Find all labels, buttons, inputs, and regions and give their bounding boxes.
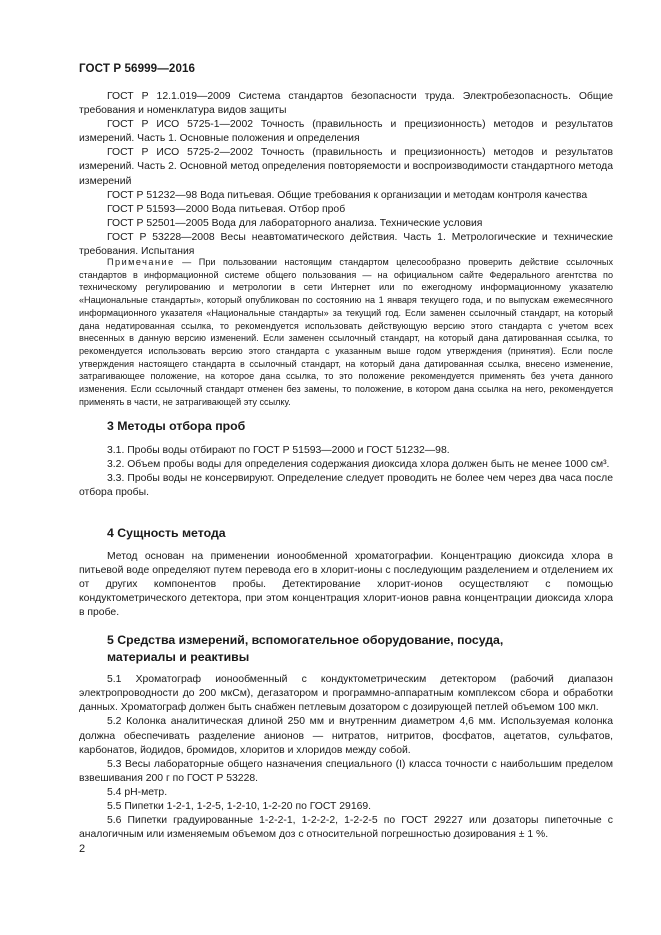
paragraph-5-4: 5.4 pH-метр. bbox=[107, 786, 168, 798]
section-5-title bbox=[79, 632, 613, 665]
paragraph-3-1: 3.1. Пробы воды отбирают по ГОСТ Р 51593—2000 и ГОСТ 51232—98. bbox=[107, 444, 450, 456]
document-header: ГОСТ Р 56999—2016 bbox=[79, 62, 196, 75]
note-block bbox=[79, 256, 613, 408]
section-5-title-line-2: материалы и реактивы bbox=[107, 649, 250, 664]
paragraph-4-1: Метод основан на применении ионообменной хроматографии. Концентрацию диоксида хлора в питьевой воде определяют путем перевода его в хлорит-ионы с последующим разделением и отделением их от других компонентов пробы. Детектирование хлорит-ионов осуществляют с помощью кондуктометрического детектора, при этом концентрация хлорит-ионов равна концентрации диоксида хлора в пробе. bbox=[79, 550, 613, 618]
normative-references bbox=[79, 90, 613, 259]
note-text: При пользовании настоящим стандартом целесообразно проверить действие ссылочных стандартов в информационной системе общего пользования — на официальном сайте Федерального агентства по техническому регулированию и метрологии в сети Интернет или по ежегодному информационному указателю «Национальные стандарты», который опубликован по состоянию на 1 января текущего года, и по выпускам ежемесячного информационного указателя «Национальные стандарты» за текущий год. Если заменен ссылочный стандарт, на который дана недатированная ссылка, то рекомендуется использовать действующую версию этого стандарта с учетом всех внесенных в данную версию изменений. Если заменен ссылочный стандарт, на который дана датированная ссылка, то рекомендуется использовать версию этого стандарта с указанным выше годом утверждения (принятия). Если после утверждения настоящего стандарта в ссылочный стандарт, на который дана датированная ссылка, внесено изменение, затрагивающее положение, на которое дана ссылка, то это положение рекомендуется применять без учета данного изменения. Если ссылочный стандарт отменен без замены, то положение, в котором дана ссылка на него, рекомендуется применять в части, не затрагивающей эту ссылку. bbox=[79, 257, 613, 407]
paragraph-5-6: 5.6 Пипетки градуированные 1-2-2-1, 1-2-2-2, 1-2-2-5 по ГОСТ 29227 или дозаторы пипеточные с аналогичным или изменяемым объемом доз с относительной погрешностью дозирования ± 1 %. bbox=[79, 815, 613, 841]
section-4 bbox=[79, 525, 613, 620]
reference-item: ГОСТ Р 51232—98 Вода питьевая. Общие требования к организации и методам контроля качества bbox=[107, 189, 588, 201]
reference-item: ГОСТ Р 12.1.019—2009 Система стандартов безопасности труда. Электробезопасность. Общие требования и номенклатура видов защиты bbox=[79, 91, 613, 117]
section-3-title: 3 Методы отбора проб bbox=[107, 419, 246, 433]
paragraph-3-2: 3.2. Объем пробы воды для определения содержания диоксида хлора должен быть не менее 1000 см³. bbox=[107, 458, 610, 470]
paragraph-5-2: 5.2 Колонка аналитическая длиной 250 мм и внутренним диаметром 4,6 мм. Используемая колонка должна обеспечивать разделение анионов — нитратов, нитритов, фосфатов, ацетатов, сульфатов, карбонатов, йодидов, бромидов, хлоритов и хлоридов между собой. bbox=[79, 716, 613, 756]
note-paragraph bbox=[79, 256, 613, 408]
section-3 bbox=[79, 418, 613, 500]
section-4-title: 4 Сущность метода bbox=[107, 526, 226, 540]
section-5 bbox=[79, 632, 613, 842]
paragraph-3-3: 3.3. Пробы воды не консервируют. Определение следует проводить не более чем через два часа после отбора пробы. bbox=[79, 472, 613, 498]
paragraph-5-3: 5.3 Весы лабораторные общего назначения специального (I) класса точности с наибольшим пределом взвешивания 200 г по ГОСТ Р 53228. bbox=[79, 758, 613, 784]
reference-item: ГОСТ Р 52501—2005 Вода для лабораторного анализа. Технические условия bbox=[107, 217, 483, 229]
note-dash: — bbox=[174, 257, 199, 267]
reference-item: ГОСТ Р 53228—2008 Весы неавтоматического действия. Часть 1. Метрологические и технические требования. Испытания bbox=[79, 231, 613, 258]
paragraph-5-1: 5.1 Хроматограф ионообменный с кондуктометрическим детектором (рабочий диапазон электропроводности до 200 мкСм), дегазатором и программно-аппаратным комплексом сбора и обработки данных. Хроматограф должен быть снабжен петлевым дозатором с дозирующей петлей объемом 100 мкл. bbox=[79, 674, 613, 714]
paragraph-5-5: 5.5 Пипетки 1-2-1, 1-2-5, 1-2-10, 1-2-20 по ГОСТ 29169. bbox=[107, 801, 372, 813]
reference-item: ГОСТ Р ИСО 5725-2—2002 Точность (правильность и прецизионность) методов и результатов измерений. Часть 2. Основной метод определения повторяемости и воспроизводимости стандартного метода измерений bbox=[79, 147, 613, 187]
section-5-title-line-1: 5 Средства измерений, вспомогательное оборудование, посуда, bbox=[107, 633, 504, 647]
reference-item: ГОСТ Р 51593—2000 Вода питьевая. Отбор проб bbox=[107, 203, 346, 215]
reference-item: ГОСТ Р ИСО 5725-1—2002 Точность (правильность и прецизионность) методов и результатов измерений. Часть 1. Основные положения и определения bbox=[79, 119, 613, 145]
note-label: Примечание bbox=[107, 257, 175, 267]
page-number: 2 bbox=[79, 843, 86, 855]
